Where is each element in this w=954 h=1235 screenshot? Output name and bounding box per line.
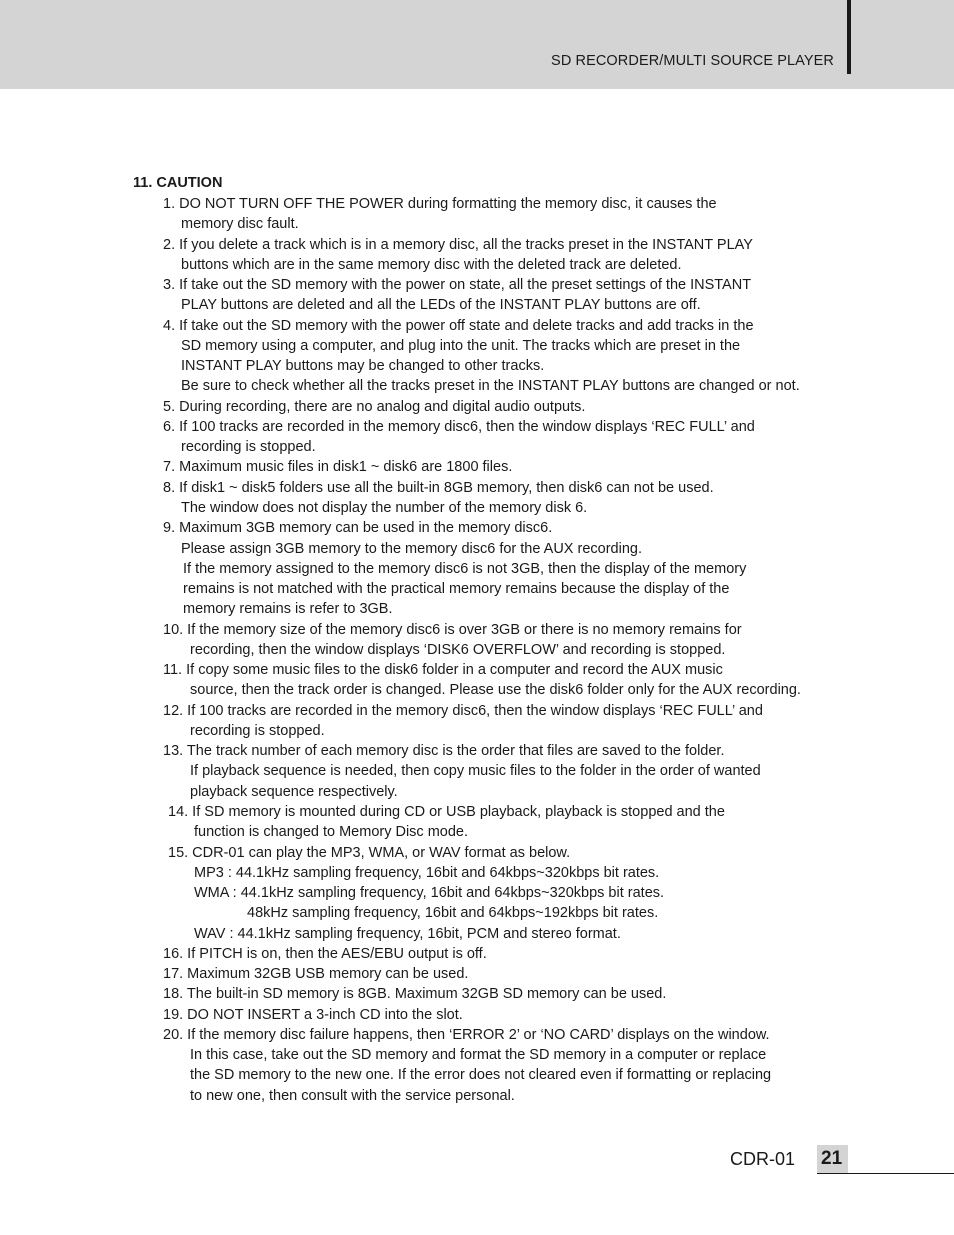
caution-line: 15. CDR-01 can play the MP3, WMA, or WAV format as below.: [168, 845, 571, 861]
caution-line: 12. If 100 tracks are recorded in the memory disc6, then the window displays ‘REC FULL’ and: [163, 703, 763, 719]
caution-line: to new one, then consult with the service personal.: [190, 1088, 515, 1104]
caution-line: INSTANT PLAY buttons may be changed to other tracks.: [181, 358, 545, 374]
caution-line: 13. The track number of each memory disc is the order that files are saved to the folder.: [163, 743, 725, 759]
caution-line: 5. During recording, there are no analog and digital audio outputs.: [163, 399, 586, 415]
caution-line: 11. If copy some music files to the disk6 folder in a computer and record the AUX music: [163, 662, 723, 678]
footer-rule: [817, 1173, 954, 1174]
caution-line: remains is not matched with the practical memory remains because the display of the: [183, 581, 730, 597]
caution-line: 19. DO NOT INSERT a 3-inch CD into the slot.: [163, 1007, 463, 1023]
caution-line: 18. The built-in SD memory is 8GB. Maximum 32GB SD memory can be used.: [163, 986, 667, 1002]
caution-line: recording is stopped.: [181, 439, 316, 455]
header-band: [0, 0, 954, 89]
caution-line: 3. If take out the SD memory with the power on state, all the preset settings of the INSTANT: [163, 277, 752, 293]
caution-line: 1. DO NOT TURN OFF THE POWER during formatting the memory disc, it causes the: [163, 196, 717, 212]
caution-line: WAV : 44.1kHz sampling frequency, 16bit, PCM and stereo format.: [194, 926, 621, 942]
page-number: 21: [821, 1148, 843, 1169]
caution-line: If playback sequence is needed, then copy music files to the folder in the order of wanted: [190, 763, 761, 779]
caution-line: buttons which are in the same memory disc with the deleted track are deleted.: [181, 257, 682, 273]
caution-line: SD memory using a computer, and plug into the unit. The tracks which are preset in the: [181, 338, 741, 354]
caution-line: the SD memory to the new one. If the error does not cleared even if formatting or replacing: [190, 1067, 772, 1083]
caution-line: 10. If the memory size of the memory disc6 is over 3GB or there is no memory remains for: [163, 622, 742, 638]
caution-line: 8. If disk1 ~ disk5 folders use all the built-in 8GB memory, then disk6 can not be used.: [163, 480, 714, 496]
caution-line: 4. If take out the SD memory with the power off state and delete tracks and add tracks in the: [163, 318, 754, 334]
caution-line: memory disc fault.: [181, 216, 299, 232]
caution-line: 2. If you delete a track which is in a memory disc, all the tracks preset in the INSTANT PLAY: [163, 237, 753, 253]
caution-line: If the memory assigned to the memory disc6 is not 3GB, then the display of the memory: [183, 561, 747, 577]
caution-line: function is changed to Memory Disc mode.: [194, 824, 469, 840]
caution-line: memory remains is refer to 3GB.: [183, 601, 393, 617]
header-title: SD RECORDER/MULTI SOURCE PLAYER: [551, 53, 834, 69]
caution-line: playback sequence respectively.: [190, 784, 398, 800]
caution-line: MP3 : 44.1kHz sampling frequency, 16bit and 64kbps~320kbps bit rates.: [194, 865, 660, 881]
caution-line: 17. Maximum 32GB USB memory can be used.: [163, 966, 469, 982]
caution-line: PLAY buttons are deleted and all the LEDs of the INSTANT PLAY buttons are off.: [181, 297, 701, 313]
caution-line: 48kHz sampling frequency, 16bit and 64kbps~192kbps bit rates.: [247, 905, 659, 921]
caution-line: 7. Maximum music files in disk1 ~ disk6 are 1800 files.: [163, 459, 513, 475]
caution-line: In this case, take out the SD memory and format the SD memory in a computer or replace: [190, 1047, 767, 1063]
caution-line: WMA : 44.1kHz sampling frequency, 16bit and 64kbps~320kbps bit rates.: [194, 885, 665, 901]
caution-line: 6. If 100 tracks are recorded in the memory disc6, then the window displays ‘REC FULL’ and: [163, 419, 755, 435]
caution-line: Be sure to check whether all the tracks preset in the INSTANT PLAY buttons are changed or not.: [181, 378, 800, 394]
header-divider-bar: [847, 0, 851, 74]
caution-line: recording, then the window displays ‘DISK6 OVERFLOW’ and recording is stopped.: [190, 642, 726, 658]
caution-line: Please assign 3GB memory to the memory disc6 for the AUX recording.: [181, 541, 642, 557]
caution-line: recording is stopped.: [190, 723, 325, 739]
footer-model-name: CDR-01: [730, 1149, 796, 1169]
caution-line: source, then the track order is changed. Please use the disk6 folder only for the AUX recording.: [190, 682, 801, 698]
caution-line: 16. If PITCH is on, then the AES/EBU output is off.: [163, 946, 487, 962]
caution-line: 9. Maximum 3GB memory can be used in the memory disc6.: [163, 520, 553, 536]
caution-line: 14. If SD memory is mounted during CD or USB playback, playback is stopped and the: [168, 804, 725, 820]
section-title: 11. CAUTION: [133, 175, 223, 191]
caution-line: The window does not display the number of the memory disk 6.: [181, 500, 588, 516]
caution-line: 20. If the memory disc failure happens, then ‘ERROR 2’ or ‘NO CARD’ displays on the window.: [163, 1027, 770, 1043]
